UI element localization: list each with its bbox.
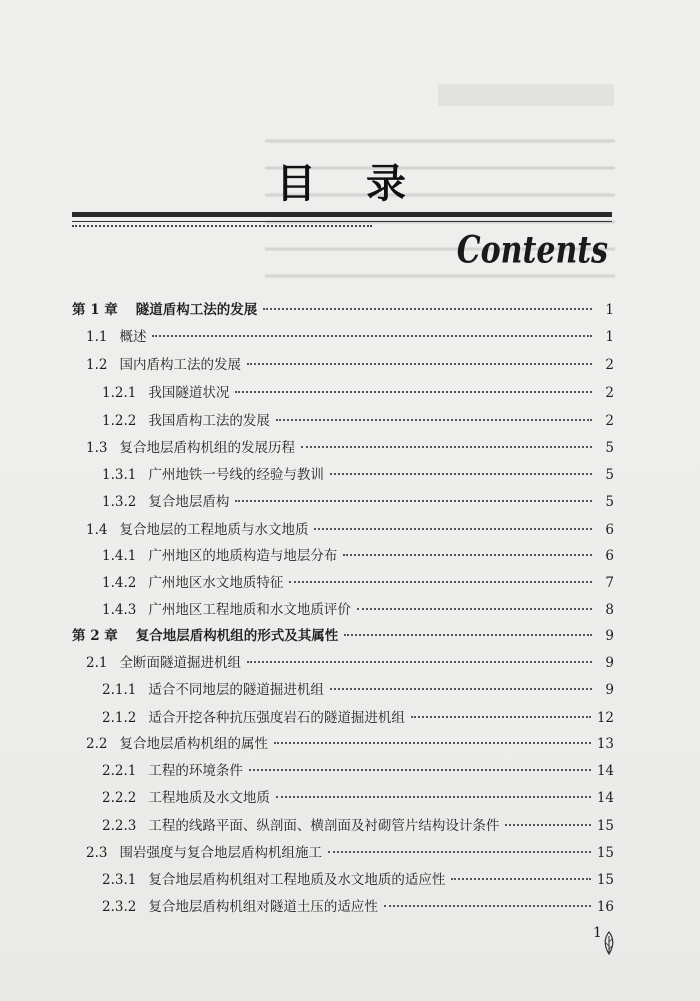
toc-entry-title: 国内盾构工法的发展 <box>119 357 241 373</box>
toc-entry-number: 1.2.1 <box>102 385 137 401</box>
toc-entry-number: 1.4.2 <box>102 575 137 591</box>
toc-entry-title: 适合开挖各种抗压强度岩石的隧道掘进机组 <box>148 710 405 726</box>
leaf-ornament-icon <box>600 930 618 956</box>
toc-dot-leader <box>328 851 591 853</box>
toc-entry-page: 1 <box>605 329 614 345</box>
toc-entry-title: 复合地层的工程地质与水文地质 <box>119 522 309 538</box>
toc-entry-title: 全断面隧道掘进机组 <box>119 655 241 671</box>
toc-entry-page: 6 <box>605 548 614 564</box>
toc-entry-page: 7 <box>605 575 614 591</box>
toc-dot-leader <box>247 661 592 663</box>
toc-dot-leader <box>247 363 592 365</box>
title-rule <box>72 212 612 229</box>
toc-entry-title: 复合地层盾构 <box>148 494 230 510</box>
toc-chapter-entry[interactable] <box>72 626 614 646</box>
toc-entry-page: 16 <box>596 899 614 915</box>
toc-section-entry[interactable] <box>86 520 614 540</box>
toc-entry-number: 2.2.3 <box>102 818 137 834</box>
toc-subsection-entry[interactable] <box>102 680 614 700</box>
toc-entry-title: 我国隧道状况 <box>148 385 230 401</box>
rule-thin-line <box>72 221 612 222</box>
toc-dot-leader <box>276 796 591 798</box>
toc-chapter-entry[interactable] <box>72 300 614 320</box>
toc-entry-page: 2 <box>605 413 614 429</box>
toc-dot-leader <box>344 634 592 636</box>
toc-entry-page: 12 <box>596 710 614 726</box>
rule-thick-line <box>72 212 612 217</box>
toc-dot-leader <box>301 446 592 448</box>
toc-entry-number: 第 2 章 <box>72 628 118 644</box>
toc-entry-page: 8 <box>605 602 614 618</box>
toc-entry-number: 1.4.3 <box>102 602 137 618</box>
toc-dot-leader <box>357 608 592 610</box>
toc-entry-number: 2.3.2 <box>102 899 137 915</box>
page-number: 1 <box>593 925 602 941</box>
toc-entry-number: 1.3.1 <box>102 467 137 483</box>
toc-subsection-entry[interactable] <box>102 383 614 403</box>
toc-dot-leader <box>314 528 592 530</box>
toc-entry-number: 1.3 <box>86 440 108 456</box>
toc-entry-title: 工程地质及水文地质 <box>148 790 270 806</box>
toc-subsection-entry[interactable] <box>102 465 614 485</box>
toc-entry-title: 复合地层盾构机组的形式及其属性 <box>135 628 339 644</box>
toc-entry-page: 6 <box>605 522 614 538</box>
toc-dot-leader <box>505 824 590 826</box>
toc-subsection-entry[interactable] <box>102 761 614 781</box>
toc-entry-number: 2.3.1 <box>102 872 137 888</box>
toc-entry-number: 1.1 <box>86 329 108 345</box>
toc-section-entry[interactable] <box>86 327 614 347</box>
toc-subsection-entry[interactable] <box>102 573 614 593</box>
toc-entry-title: 工程的环境条件 <box>148 763 243 779</box>
toc-entry-number: 2.1 <box>86 655 108 671</box>
toc-dot-leader <box>235 391 592 393</box>
toc-entry-title: 适合不同地层的隧道掘进机组 <box>148 682 324 698</box>
toc-subsection-entry[interactable] <box>102 492 614 512</box>
toc-entry-page: 5 <box>605 494 614 510</box>
toc-section-entry[interactable] <box>86 734 614 754</box>
toc-dot-leader <box>411 716 591 718</box>
toc-section-entry[interactable] <box>86 843 614 863</box>
toc-section-entry[interactable] <box>86 355 614 375</box>
toc-entry-number: 2.2 <box>86 736 108 752</box>
toc-entry-number: 2.1.1 <box>102 682 137 698</box>
toc-entry-title: 复合地层盾构机组的属性 <box>119 736 268 752</box>
toc-entry-page: 9 <box>605 682 614 698</box>
toc-entry-page: 14 <box>596 763 614 779</box>
toc-entry-page: 14 <box>596 790 614 806</box>
toc-dot-leader <box>384 905 591 907</box>
toc-entry-title: 广州地铁一号线的经验与教训 <box>148 467 324 483</box>
toc-dot-leader <box>249 769 591 771</box>
toc-entry-page: 15 <box>596 845 614 861</box>
toc-dot-leader <box>289 581 592 583</box>
toc-entry-number: 1.4.1 <box>102 548 137 564</box>
toc-section-entry[interactable] <box>86 653 614 673</box>
toc-entry-number: 1.2.2 <box>102 413 137 429</box>
toc-dot-leader <box>274 742 591 744</box>
toc-entry-title: 概述 <box>119 329 147 345</box>
toc-dot-leader <box>330 688 592 690</box>
toc-entry-title: 复合地层盾构机组对工程地质及水文地质的适应性 <box>148 872 446 888</box>
toc-entry-number: 2.3 <box>86 845 108 861</box>
toc-subsection-entry[interactable] <box>102 708 614 728</box>
toc-entry-title: 我国盾构工法的发展 <box>148 413 270 429</box>
toc-entry-number: 2.2.1 <box>102 763 137 779</box>
toc-entry-number: 1.3.2 <box>102 494 137 510</box>
toc-entry-page: 2 <box>605 357 614 373</box>
toc-entry-number: 第 1 章 <box>72 302 118 318</box>
toc-entry-title: 广州地区的地质构造与地层分布 <box>148 548 338 564</box>
toc-entry-page: 5 <box>605 467 614 483</box>
contents-subtitle: Contents <box>456 228 608 273</box>
toc-entry-title: 复合地层盾构机组对隧道土压的适应性 <box>148 899 378 915</box>
toc-entry-title: 复合地层盾构机组的发展历程 <box>119 440 295 456</box>
toc-dot-leader <box>263 308 592 310</box>
toc-subsection-entry[interactable] <box>102 546 614 566</box>
toc-subsection-entry[interactable] <box>102 600 614 620</box>
toc-dot-leader <box>330 473 592 475</box>
toc-entry-number: 1.4 <box>86 522 108 538</box>
toc-dot-leader <box>152 335 592 337</box>
toc-entry-page: 9 <box>605 628 614 644</box>
toc-entry-page: 15 <box>596 818 614 834</box>
toc-entry-number: 2.2.2 <box>102 790 137 806</box>
toc-section-entry[interactable] <box>86 438 614 458</box>
toc-subsection-entry[interactable] <box>102 816 614 836</box>
toc-entry-page: 15 <box>596 872 614 888</box>
rule-dotted-line <box>72 225 372 229</box>
toc-entry-number: 2.1.2 <box>102 710 137 726</box>
toc-entry-page: 5 <box>605 440 614 456</box>
toc-dot-leader <box>276 419 592 421</box>
page-title: 目 录 <box>276 161 424 207</box>
toc-entry-number: 1.2 <box>86 357 108 373</box>
toc-entry-page: 9 <box>605 655 614 671</box>
toc-dot-leader <box>451 878 590 880</box>
toc-entry-title: 广州地区工程地质和水文地质评价 <box>148 602 351 618</box>
bleed-through-header <box>438 84 614 106</box>
toc-entry-title: 工程的线路平面、纵剖面、横剖面及衬砌管片结构设计条件 <box>148 818 500 834</box>
toc-entry-page: 2 <box>605 385 614 401</box>
toc-subsection-entry[interactable] <box>102 897 614 917</box>
toc-subsection-entry[interactable] <box>102 411 614 431</box>
toc-entry-page: 13 <box>596 736 614 752</box>
toc-entry-title: 围岩强度与复合地层盾构机组施工 <box>119 845 322 861</box>
toc-subsection-entry[interactable] <box>102 788 614 808</box>
toc-entry-title: 隧道盾构工法的发展 <box>135 302 258 318</box>
toc-entry-title: 广州地区水文地质特征 <box>148 575 284 591</box>
toc-dot-leader <box>343 554 592 556</box>
toc-dot-leader <box>235 500 592 502</box>
toc-entry-page: 1 <box>605 302 614 318</box>
toc-subsection-entry[interactable] <box>102 870 614 890</box>
